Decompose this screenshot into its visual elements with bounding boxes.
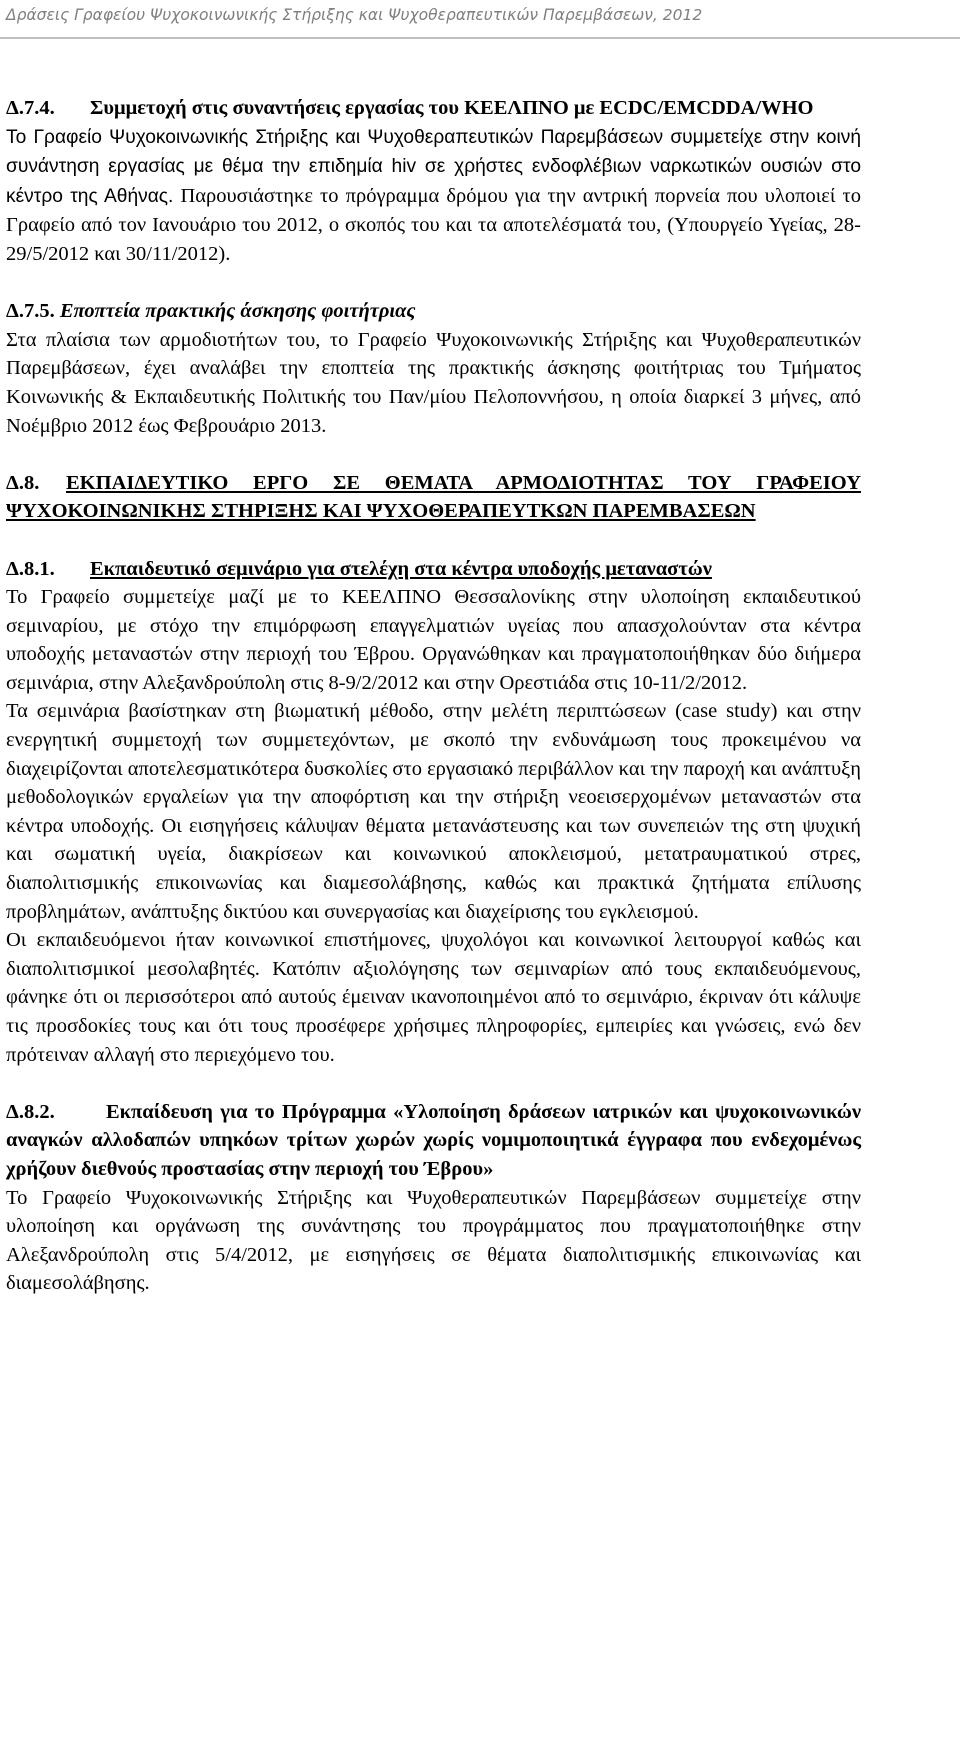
section-title: ΕΚΠΑΙΔΕΥΤΙΚΟ ΕΡΓΟ ΣΕ ΘΕΜΑΤΑ ΑΡΜΟΔΙΟΤΗΤΑΣ ΤΟΥ ΓΡΑΦΕΙΟΥ ΨΥΧΟΚΟΙΝΩΝΙΚΗΣ ΣΤΗΡΙΞΗΣ ΚΑΙ ΨΥΧΟΘΕΡΑΠΕΥΤΚΩΝ ΠΑΡΕΜΒΑΣΕΩΝ — [6, 471, 861, 523]
section-8-1-paragraph: Το Γραφείο συμμετείχε μαζί με το ΚΕΕΛΠΝΟ Θεσσαλονίκης στην υλοποίηση εκπαιδευτικού σεμιναρίου, με στόχο την επιμόρφωση επαγγελματιών υγείας που απασχολούνταν στα κέντρα υποδοχής μεταναστών στην περιοχή του Έβρου. Οργανώθηκαν και πραγματοποιήθηκαν δύο διήμερα σεμινάρια, στην Αλεξανδρούπολη στις 8-9/2/2012 και στην Ορεστιάδα στις 10-11/2/2012. — [6, 586, 861, 694]
section-title: Συμμετοχή στις συναντήσεις εργασίας του ΚΕΕΛΠΝΟ με ECDC/EMCDDA/WHO — [90, 97, 814, 119]
section-8-2-text: Το Γραφείο Ψυχοκοινωνικής Στήριξης και Ψυχοθεραπευτικών Παρεμβάσεων συμμετείχε στην υλοποίηση και οργάνωση της συνάντησης του προγράμματος που πραγματοποιήθηκε στην Αλεξανδρούπολη στις 5/4/2012, με εισηγήσεις σε θέματα διαπολιτισμικής επικοινωνίας και διαμεσολάβησης. — [6, 1186, 861, 1295]
section-number: Δ.8.2. — [6, 1100, 55, 1123]
spacer — [6, 1069, 861, 1098]
section-8-1-heading — [6, 555, 861, 584]
section-title: Εποπτεία πρακτικής άσκησης φοιτήτριας — [59, 300, 416, 323]
text-part: Παρουσιάστηκε το πρόγραμμα δρόμου για την αντρική πορνεία που υλοποιεί το Γραφείο από τον Ιανουάριο του 2012, ο σκοπός του και τα αποτελέσματά του, (Υπουργείο Υγείας, 28-29/5/2012 και 30/11/2012). — [6, 184, 861, 265]
document-body — [6, 94, 861, 1298]
section-7-4-heading — [6, 94, 861, 123]
section-8-heading — [6, 469, 861, 526]
spacer — [6, 526, 861, 555]
section-number: Δ.7.5. — [6, 300, 55, 323]
section-7-5-text: Στα πλαίσια των αρμοδιοτήτων του, το Γραφείο Ψυχοκοινωνικής Στήριξης και Ψυχοθεραπευτικών Παρεμβάσεων, έχει αναλάβει την εποπτεία της πρακτικής άσκησης φοιτήτριας του Τμήματος Κοινωνικής & Εκπαιδευτικής Πολιτικής του Παν/μίου Πελοποννήσου, η οποία διαρκεί 3 μήνες, από Νοέμβριο 2012 έως Φεβρουάριο 2013. — [6, 328, 861, 437]
spacer — [6, 440, 861, 469]
text-part: Το Γραφείο Ψυχοκοινωνικής Στήριξης και Ψυχοθεραπευτικών Παρεμβάσεων συμμετείχε στην κοινή συνάντηση εργασίας με θέμα την επιδημία hiv σε χρήστες ενδοφλέβιων ναρκωτικών ουσιών στο κέντρο της Αθήνας. — [6, 126, 861, 207]
section-8-2-heading — [6, 1098, 861, 1184]
section-8-1-paragraph: Τα σεμινάρια βασίστηκαν στη βιωματική μέθοδο, στην μελέτη περιπτώσεων (case study) και στην ενεργητική συμμετοχή των συμμετεχόντων, με σκοπό την ενδυνάμωση τους προκειμένου να διαχειρίζονται αποτελεσματικότερα δυσκολίες στο εργασιακό περιβάλλον και την παροχή και ανάπτυξη μεθοδολογικών εργαλείων για την αποφόρτιση και την στήριξη νεοεισερχομένων μεταναστών στα κέντρα υποδοχής. Οι εισηγήσεις κάλυψαν θέματα μετανάστευσης και των συνεπειών της στη ψυχική και σωματική υγεία, διακρίσεων και κοινωνικού αποκλεισμού, μετατραυματικού στρες, διαπολιτισμικής επικοινωνίας και διαμεσολάβησης, καθώς και πρακτικά ζητήματα επίλυσης προβλημάτων, ανάπτυξης δικτύου και συνεργασίας και διαχείρισης του εγκλεισμού. — [6, 700, 861, 923]
section-number: Δ.8. — [6, 471, 40, 494]
section-number: Δ.7.4. — [6, 97, 55, 119]
section-8-1-paragraph: Οι εκπαιδευόμενοι ήταν κοινωνικοί επιστήμονες, ψυχολόγοι και κοινωνικοί λειτουργοί καθώς και διαπολιτισμικοί μεσολαβητές. Κατόπιν αξιολόγησης των σεμιναρίων από τους εκπαιδευόμενους, φάνηκε ότι οι περισσότεροι από αυτούς έμειναν ικανοποιημένοι από το σεμινάριο, έκριναν ότι κάλυψε τις προσδοκίες τους και ότι τους προσέφερε χρήσιμες πληροφορίες, εμπειρίες και γνώσεις, ενώ δεν πρότειναν αλλαγή στο περιεχόμενο του. — [6, 929, 861, 1066]
section-title: Εκπαιδευτικό σεμινάριο για στελέχη στα κέντρα υποδοχής μεταναστών — [90, 557, 712, 580]
header-divider — [0, 37, 960, 39]
spacer — [6, 269, 861, 298]
section-7-4-text — [6, 123, 861, 269]
section-title: Εκπαίδευση για το Πρόγραμμα «Υλοποίηση δράσεων ιατρικών και ψυχοκοινωνικών αναγκών αλλοδαπών υπηκόων τρίτων χωρών χωρίς νομιμοποιητικά έγγραφα που ενδεχομένως χρήζουν διεθνούς προστασίας στην περιοχή του Έβρου» — [6, 1100, 861, 1180]
section-7-5-heading — [6, 297, 861, 326]
section-number: Δ.8.1. — [6, 557, 55, 580]
running-header: Δράσεις Γραφείου Ψυχοκοινωνικής Στήριξης και Ψυχοθεραπευτικών Παρεμβάσεων, 2012 — [6, 6, 703, 24]
